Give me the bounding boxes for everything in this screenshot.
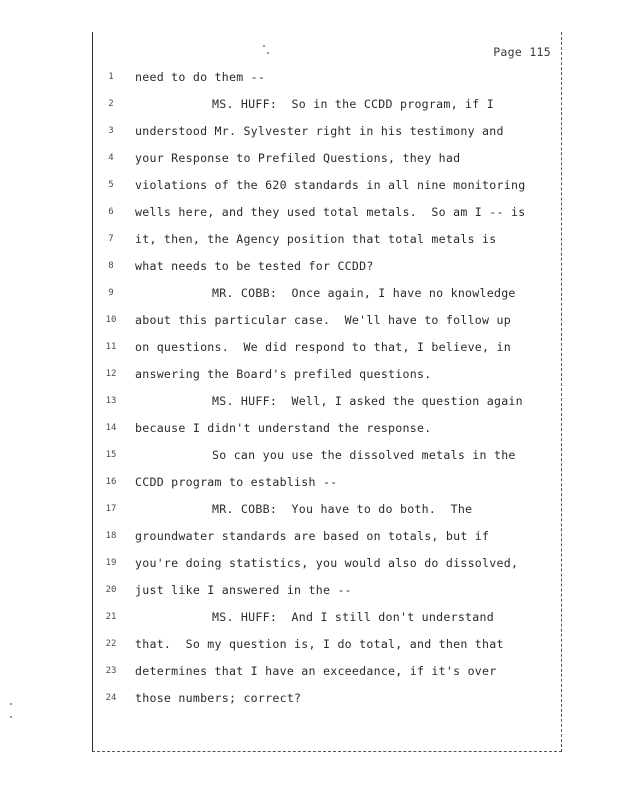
line-text: So can you use the dissolved metals in the — [212, 448, 516, 462]
transcript-line — [93, 448, 563, 464]
line-number: 18 — [105, 531, 117, 541]
line-number: 7 — [108, 234, 114, 244]
line-number: 20 — [105, 585, 117, 595]
transcript-line — [93, 124, 563, 140]
line-number: 17 — [105, 504, 117, 514]
line-text: MR. COBB: Once again, I have no knowledge — [212, 286, 516, 300]
scan-speck — [267, 52, 269, 54]
line-number: 14 — [105, 423, 117, 433]
line-number: 24 — [105, 693, 117, 703]
line-number: 9 — [108, 288, 114, 298]
line-text: because I didn't understand the response. — [135, 421, 432, 435]
transcript-line — [93, 475, 563, 491]
transcript-line — [93, 502, 563, 518]
line-text: those numbers; correct? — [135, 691, 302, 705]
scan-speck — [263, 45, 265, 47]
transcript-line — [93, 313, 563, 329]
line-text: understood Mr. Sylvester right in his testimony and — [135, 124, 504, 138]
line-number: 16 — [105, 477, 117, 487]
transcript-line — [93, 691, 563, 707]
line-text: wells here, and they used total metals. So am I -- is — [135, 205, 526, 219]
line-number: 23 — [105, 666, 117, 676]
line-text: your Response to Prefiled Questions, they had — [135, 151, 461, 165]
line-text: MS. HUFF: And I still don't understand — [212, 610, 494, 624]
transcript-line — [93, 556, 563, 572]
transcript-line — [93, 340, 563, 356]
line-text: it, then, the Agency position that total metals is — [135, 232, 497, 246]
line-number: 2 — [108, 99, 114, 109]
transcript-line — [93, 232, 563, 248]
line-number: 19 — [105, 558, 117, 568]
transcript-line — [93, 70, 563, 86]
transcript-line — [93, 421, 563, 437]
line-number: 22 — [105, 639, 117, 649]
line-text: on questions. We did respond to that, I believe, in — [135, 340, 511, 354]
line-number: 8 — [108, 261, 114, 271]
line-text: MS. HUFF: So in the CCDD program, if I — [212, 97, 494, 111]
transcript-line — [93, 178, 563, 194]
line-number: 13 — [105, 396, 117, 406]
transcript-line — [93, 637, 563, 653]
line-number: 4 — [108, 153, 114, 163]
line-number: 10 — [105, 315, 117, 325]
line-number: 21 — [105, 612, 117, 622]
line-text: determines that I have an exceedance, if it's over — [135, 664, 497, 678]
line-number: 1 — [108, 72, 114, 82]
transcript-line — [93, 151, 563, 167]
transcript-line — [93, 664, 563, 680]
line-text: CCDD program to establish -- — [135, 475, 338, 489]
transcript-line — [93, 259, 563, 275]
transcript-line — [93, 97, 563, 113]
transcript-line — [93, 610, 563, 626]
line-number: 5 — [108, 180, 114, 190]
line-number: 12 — [105, 369, 117, 379]
line-text: what needs to be tested for CCDD? — [135, 259, 374, 273]
transcript-line — [93, 529, 563, 545]
line-text: just like I answered in the -- — [135, 583, 352, 597]
line-number: 3 — [108, 126, 114, 136]
line-text: need to do them -- — [135, 70, 266, 84]
line-text: about this particular case. We'll have to follow up — [135, 313, 511, 327]
transcript-line — [93, 205, 563, 221]
transcript-page — [92, 32, 562, 752]
line-text: answering the Board's prefiled questions. — [135, 367, 432, 381]
transcript-line — [93, 367, 563, 383]
transcript-line — [93, 394, 563, 410]
line-text: MR. COBB: You have to do both. The — [212, 502, 473, 516]
scan-speck — [10, 703, 12, 705]
scan-speck — [10, 716, 12, 718]
transcript-line — [93, 286, 563, 302]
line-number: 6 — [108, 207, 114, 217]
line-number: 11 — [105, 342, 117, 352]
transcript-line — [93, 583, 563, 599]
page-number: Page 115 — [493, 45, 551, 59]
line-text: that. So my question is, I do total, and then that — [135, 637, 504, 651]
line-text: you're doing statistics, you would also do dissolved, — [135, 556, 519, 570]
line-number: 15 — [105, 450, 117, 460]
line-text: violations of the 620 standards in all nine monitoring — [135, 178, 526, 192]
line-text: MS. HUFF: Well, I asked the question again — [212, 394, 523, 408]
line-text: groundwater standards are based on totals, but if — [135, 529, 490, 543]
